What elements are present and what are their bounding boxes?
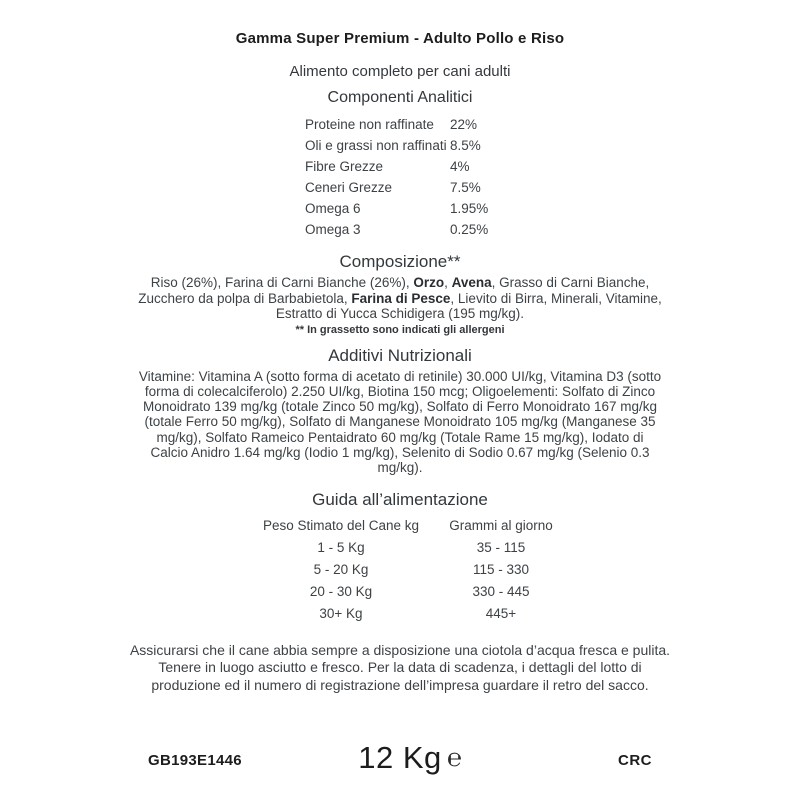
net-weight-wrap [0,740,800,776]
table-row [305,177,535,198]
guide-grams-cell: 445+ [485,606,517,622]
guide-weight-cell: 5 - 20 Kg [313,562,369,578]
composition-heading: Composizione** [339,252,461,271]
analytics-value: 22% [450,117,478,132]
composition-section [0,252,800,336]
table-row [305,198,535,219]
page-title: Gamma Super Premium - Adulto Pollo e Riso [235,30,565,47]
feeding-guide-heading: Guida all’alimentazione [312,489,488,509]
additives-heading: Additivi Nutrizionali [328,345,472,365]
composition-segment: Riso (26%), Farina di Carni Bianche (26%), [150,275,414,290]
analytics-label: Fibre Grezze [305,159,384,174]
analytics-label: Omega 3 [305,222,361,237]
feeding-guide-section [0,490,800,625]
feeding-guide-table [252,515,572,625]
storage-note: Assicurarsi che il cane abbia sempre a disposizione una ciotola d’acqua fresca e pulita. Tenere in luogo asciutto e fresco. Per la data di scadenza, i dettagli del lotto di produzione ed il numero di registrazione dell’impresa guardare il retro del sacco. [129,641,671,693]
table-header-row [252,515,572,537]
table-row [252,603,572,625]
table-row [252,559,572,581]
crc-code: CRC [618,752,652,769]
analytics-value: 0.25% [450,222,489,237]
guide-weight-cell: 20 - 30 Kg [309,584,373,600]
batch-code: GB193E1446 [148,752,242,769]
analytics-table [305,114,535,240]
composition-allergen-orzo: Orzo [413,275,445,290]
additives-text: Vitamine: Vitamina A (sotto forma di acetato di retinile) 30.000 UI/kg, Vitamina D3 (sotto forma di colecalciferolo) 2.250 UI/kg, Biotina 150 mcg; Oligoelementi: Solfato di Zinco Monoidrato 139 mg/kg (totale Zinco 50 mg/kg), Solfato di Ferro Monoidrato 167 mg/kg (totale Ferro 50 mg/kg), Solfato di Manganese Monoidrato 105 mg/kg (Manganese 35 mg/kg), Solfato Rameico Pentaidrato 60 mg/kg (Totale Rame 15 mg/kg), Iodato di Calcio Anidro 1.64 mg/kg (Iodio 1 mg/kg), Selenito di Sodio 0.67 mg/kg (Selenio 0.3 mg/kg). [138,368,662,476]
composition-allergen-farina-di-pesce: Farina di Pesce [351,290,451,306]
allergen-footnote: ** In grassetto sono indicati gli allergeni [295,323,505,336]
analytics-value: 8.5% [450,138,481,153]
analytics-label: Proteine non raffinate [305,117,434,132]
column-header-weight: Peso Stimato del Cane kg [262,518,420,534]
guide-weight-cell: 30+ Kg [319,606,363,622]
estimated-sign-icon: ℮ [447,744,463,772]
table-row [252,537,572,559]
table-row [252,581,572,603]
table-row [305,135,535,156]
table-row [305,114,535,135]
composition-text [130,275,670,322]
composition-segment: , [444,275,452,290]
composition-segment: , Grasso di Carni Bianche, Zucchero da polpa di Barbabietola, [138,275,650,306]
guide-weight-cell: 1 - 5 Kg [317,540,365,556]
analytics-label: Omega 6 [305,201,361,216]
footer-bar [0,740,800,782]
composition-segment: , Lievito di Birra, Minerali, Vitamine, Estratto di Yucca Schidigera (195 mg/kg). [275,290,662,321]
additives-section [0,346,800,476]
analytics-value: 4% [450,159,470,174]
composition-allergen-avena: Avena [451,275,492,290]
column-header-grams: Grammi al giorno [449,518,553,534]
analytics-value: 1.95% [450,201,489,216]
guide-grams-cell: 115 - 330 [472,562,530,578]
analytics-value: 7.5% [450,180,481,195]
table-row [305,219,535,240]
table-row [305,156,535,177]
analytics-label: Ceneri Grezze [305,180,393,195]
product-subtitle: Alimento completo per cani adulti [289,63,511,80]
guide-grams-cell: 330 - 445 [472,584,530,600]
guide-grams-cell: 35 - 115 [476,540,526,556]
net-weight: 12 Kg [358,740,442,775]
analytics-heading: Componenti Analitici [327,89,473,106]
analytics-label: Oli e grassi non raffinati [305,138,447,153]
